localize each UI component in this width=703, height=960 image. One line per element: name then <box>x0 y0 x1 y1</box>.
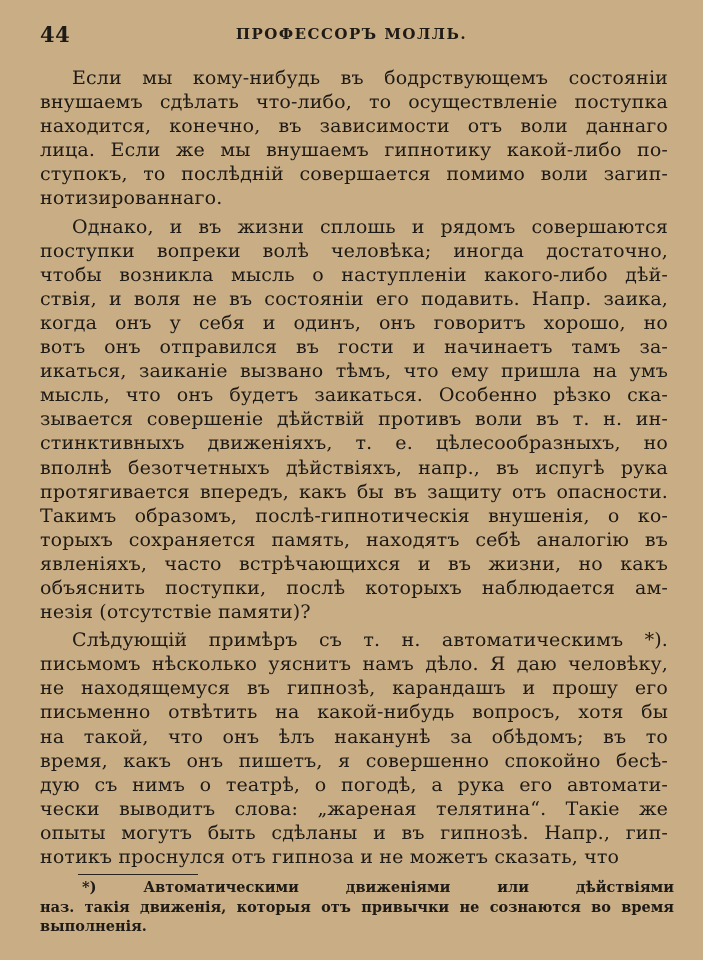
text-line: когда онъ у себя и одинъ, онъ говоритъ хорошо, но <box>40 311 668 334</box>
footnote-line: выполненія. <box>40 918 147 935</box>
text-line: вотъ онъ отправился въ гости и начинаетъ тамъ за- <box>40 336 668 359</box>
text-line: Такимъ образомъ, послѣ-гипнотическія внушенія, о ко- <box>40 504 668 527</box>
footnote-divider <box>78 874 198 875</box>
text-line: лица. Если же мы внушаемъ гипнотику какой-либо по- <box>40 139 668 162</box>
text-line: стинктивныхъ движеніяхъ, т. е. цѣлесообразныхъ, но <box>40 432 668 455</box>
text-line: чтобы возникла мысль о наступленіи какого-либо дѣй- <box>40 263 668 286</box>
text-line: протягивается впередъ, какъ бы въ защиту отъ опасности. <box>40 480 668 503</box>
text-line: объяснить поступки, послѣ которыхъ наблюдается ам- <box>40 576 668 599</box>
text-line: ствія, и воля не въ состояніи его подавить. Напр. заика, <box>40 287 668 310</box>
paragraph <box>40 628 668 869</box>
text-line: поступки вопреки волѣ человѣка; иногда достаточно, <box>40 239 668 262</box>
text-line: мысль, что онъ будетъ заикаться. Особенно рѣзко ска- <box>40 384 668 407</box>
text-line: письмомъ нѣсколько уяснитъ намъ дѣло. Я даю человѣку, <box>40 653 668 676</box>
text-line: ступокъ, то послѣдній совершается помимо воли загип- <box>40 163 668 186</box>
text-line: вполнѣ безотчетныхъ дѣйствіяхъ, напр., въ испугѣ рука <box>40 456 668 479</box>
text-line: время, какъ онъ пишетъ, я совершенно спокойно бесѣ- <box>40 749 668 772</box>
text-line: незія (отсутствіе памяти)? <box>40 601 311 624</box>
text-line: Слѣдующій примѣръ съ т. н. автоматическимъ *). <box>72 629 668 652</box>
footnote-line: *) Автоматическими движеніями или дѣйствіями <box>82 879 674 896</box>
text-line: дую съ нимъ о театрѣ, о погодѣ, а рука его автомати- <box>40 773 668 796</box>
text-line: Однако, и въ жизни сплошь и рядомъ совершаются <box>72 215 668 238</box>
text-line: зывается совершеніе дѣйствій противъ воли въ т. н. ин- <box>40 408 668 431</box>
text-line: явленіяхъ, часто встрѣчающихся и въ жизни, но какъ <box>40 552 668 575</box>
footnote-line: наз. такія движенія, которыя отъ привычки не сознаются во время <box>40 898 674 916</box>
text-line: опыты могутъ быть сдѣланы и въ гипнозѣ. Напр., гип- <box>40 821 668 844</box>
text-line: находится, конечно, въ зависимости отъ воли даннаго <box>40 115 668 138</box>
paragraph <box>40 66 668 211</box>
text-line: не находящемуся въ гипнозѣ, карандашъ и прошу его <box>40 677 668 700</box>
paragraph <box>40 215 668 625</box>
footnote <box>40 878 674 937</box>
text-line: Если мы кому-нибудь въ бодрствующемъ состояніи <box>72 67 668 89</box>
body-text <box>40 66 668 873</box>
text-line: чески выводитъ слова: „жареная телятина“. Такіе же <box>40 797 668 820</box>
text-line: письменно отвѣтить на какой-нибудь вопросъ, хотя бы <box>40 701 668 724</box>
running-head: ПРОФЕССОРЪ МОЛЛЬ. <box>235 25 468 43</box>
text-line: внушаемъ сдѣлать что-либо, то осуществленіе поступка <box>40 91 668 114</box>
text-line: торыхъ сохраняется память, находятъ себѣ аналогію въ <box>40 528 668 551</box>
page-number: 44 <box>40 22 71 47</box>
text-line: нотикъ проснулся отъ гипноза и не можетъ сказать, что <box>40 846 620 868</box>
text-line: на такой, что онъ ѣлъ наканунѣ за обѣдомъ; въ то <box>40 725 668 748</box>
text-line: нотизированнаго. <box>40 187 223 210</box>
text-line: икаться, заиканіе вызвано тѣмъ, что ему пришла на умъ <box>40 360 668 383</box>
